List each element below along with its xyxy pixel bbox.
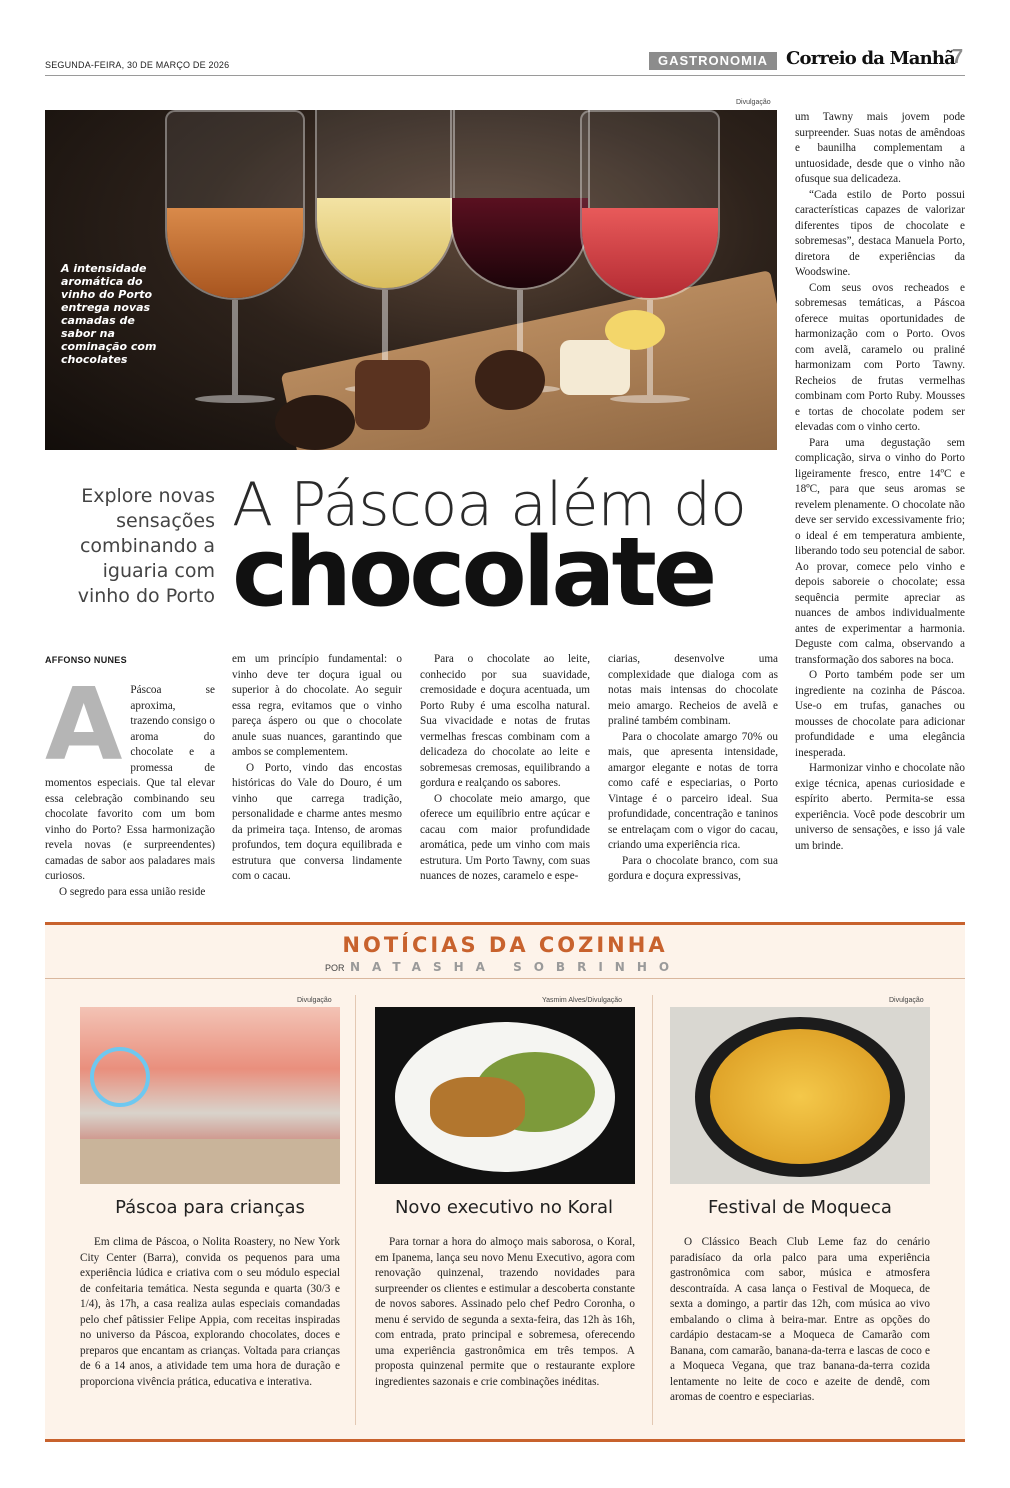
news-photo-kids-kitchen bbox=[80, 1007, 340, 1184]
news-item-title: Páscoa para crianças bbox=[115, 1197, 305, 1218]
news-box-divider bbox=[45, 978, 965, 979]
hero-caption: A intensidade aromática do vinho do Porto entrega novas camadas de sabor na cominação com chocolates bbox=[61, 262, 157, 366]
news-photo-dish bbox=[375, 1007, 635, 1184]
news-item-title: Festival de Moqueca bbox=[708, 1197, 892, 1218]
newspaper-logo: Correio da Manhã bbox=[786, 48, 956, 69]
news-box bbox=[45, 922, 965, 1442]
article-paragraph: “Cada estilo de Porto possui características capazes de valorizar diferentes tipos de chocolate e sobremesas”, destaca Manuela Porto, diretora de experiências da Woodswine. bbox=[795, 188, 965, 278]
headline-deck: Explore novas sensações combinando a iguaria com vinho do Porto bbox=[77, 485, 215, 607]
article-paragraph: O Porto também pode ser um ingrediente na cozinha de Páscoa. Use-o em trufas, ganaches ou mousses de chocolate para adicionar profundidade e uma elegância inesperada. bbox=[795, 669, 965, 759]
article-paragraph: Para o chocolate branco, com sua gordura e doçura expressivas, bbox=[608, 854, 778, 882]
article-paragraph: O segredo para essa união reside bbox=[59, 885, 206, 898]
article-paragraph: Com seus ovos recheados e sobremesas temáticas, a Páscoa oferece muitas oportunidades de harmonização com o Porto. Ovos com avelã, caramelo ou praliné harmonizam com Porto Tawny. Recheios de frutas vermelhas combinam com Porto Ruby. Mousses e tortas de chocolate podem ser elevadas com o vinho certo. bbox=[795, 281, 965, 433]
white-chocolate-bonbon bbox=[560, 340, 630, 395]
section-label: GASTRONOMIA bbox=[649, 52, 777, 70]
news-photo-credit: Divulgação bbox=[889, 997, 924, 1004]
chocolate-bonbon bbox=[275, 395, 355, 450]
white-chocolate-bonbon bbox=[605, 310, 665, 350]
article-paragraph: Harmonizar vinho e chocolate não exige técnica, apenas curiosidade e espírito aberto. Permita-se essa experiência. Você pode descobrir um universo de sensações, e isso já vale um brinde. bbox=[795, 762, 965, 852]
hero-photo-credit: Divulgação bbox=[736, 99, 771, 106]
news-photo-moqueca bbox=[670, 1007, 930, 1184]
page-date: SEGUNDA-FEIRA, 30 DE MARÇO DE 2026 bbox=[45, 60, 230, 70]
article-paragraph: um Tawny mais jovem pode surpreender. Suas notas de amêndoas e baunilha complementam a untuosidade, desde que o vinho não ofusque sua delicadeza. bbox=[795, 111, 965, 185]
article-paragraph: Para uma degustação sem complicação, sirva o vinho do Porto ligeiramente fresco, entre 14ºC e 18ºC, para que seus aromas se revelem plenamente. O chocolate não deve ser servido excessivamente frio; o ideal é em temperatura ambiente, liberando todo seu potencial de sabor. Ao provar, comece pelo vinho e depois saboreie o chocolate; essa sequência permite apreciar as nuances de ambos individualmente antes de experimentar a harmonia. Deguste com calma, observando a transformação dos sabores na boca. bbox=[795, 436, 965, 666]
dropcap: A bbox=[45, 666, 123, 783]
neon-sign bbox=[90, 1047, 150, 1107]
article-column-5 bbox=[795, 110, 965, 854]
article-paragraph: Para o chocolate amargo 70% ou mais, que apresenta intensidade, amargor elegante e notas de torra como café e especiarias, o Porto Vintage é o parceiro ideal. Sua profundidade, concentração e taninos se entrelaçam com o vigor do cacau, criando uma experiência rica. bbox=[608, 730, 778, 851]
moqueca-stew bbox=[710, 1029, 890, 1164]
hero-photo bbox=[45, 110, 777, 450]
wine-glass-tawny bbox=[165, 110, 305, 403]
news-item-paragraph: O Clássico Beach Club Leme faz do cenário paradisíaco da orla palco para uma experiência gastronômica com sabor, música e atmosfera descontraída. A casa lança o Festival de Moqueca, de sexta a domingo, a partir das 12h, com música ao vivo embalando o clima à beira-mar. Entre as opções do cardápio destacam-se a Moqueca de Camarão com Banana, com camarão, banana-da-terra e lascas de coco e a Moqueca Vegana, que traz banana-da-terra cozida lentamente no leite de coco e azeite de dendê, com aromas de coentro e especiarias. bbox=[670, 1236, 930, 1403]
article-column-2 bbox=[232, 652, 402, 885]
kitchen-counter bbox=[80, 1139, 340, 1184]
header-divider bbox=[45, 75, 965, 76]
byline: AFFONSO NUNES bbox=[45, 655, 127, 665]
news-item-title: Novo executivo no Koral bbox=[394, 1197, 614, 1218]
article-paragraph: O chocolate meio amargo, que oferece um equilíbrio entre açúcar e cacau com maior profundidade aromática, pede um vinho com mais estrutura. Um Porto Tawny, com suas nuances de nozes, caramelo e espe- bbox=[420, 792, 590, 882]
article-paragraph: ciarias, desenvolve uma complexidade que dialoga com as notas mais intensas do chocolate meio amargo. Recheios de avelã e praliné também combinam. bbox=[608, 653, 778, 727]
page-number: 7 bbox=[952, 46, 964, 68]
news-item-paragraph: Para tornar a hora do almoço mais saborosa, o Koral, em Ipanema, lança seu novo Menu Executivo, agora com renovação quinzenal, trazendo novidades para surpreender os clientes e estimular a descoberta constante de novos sabores. Assinado pelo chef Pedro Coronha, o menu é servido de segunda a sexta-feira, das 12h às 16h, com entrada, prato principal e sobremesa, oferecendo uma experiência gastronômica em três tempos. A proposta quinzenal permite que o restaurante explore ingredientes sazonais e crie combinações inéditas. bbox=[375, 1236, 635, 1388]
news-item-paragraph: Em clima de Páscoa, o Nolita Roastery, no New York City Center (Barra), convida os pequenos para uma experiência lúdica e criativa com o seu módulo especial de confeitaria temática. Nesta segunda e quarta (30/3 e 1/4), às 17h, a casa realiza aulas especiais comandadas pelo chef pâtissier Felipe Appia, com receitas inspiradas no universo da Páscoa, explorando chocolates, doces e preparos que encantam as crianças. Voltada para crianças de 6 a 14 anos, a atividade tem uma hora de duração e proporciona vivência prática, educativa e interativa. bbox=[80, 1236, 340, 1388]
article-paragraph: em um princípio fundamental: o vinho deve ter doçura igual ou superior à do chocolate. Ao seguir essa regra, evitamos que o vinho pareça áspero ou que o chocolate anule suas nuances, garantindo que ambos se complementem. bbox=[232, 653, 402, 758]
headline-line2: chocolate bbox=[232, 518, 714, 628]
article-column-4 bbox=[608, 652, 778, 885]
article-column-1 bbox=[45, 666, 215, 900]
news-item-text bbox=[670, 1235, 930, 1406]
article-paragraph: Para o chocolate ao leite, conhecido por sua suavidade, cremosidade e doçura acentuada, um Porto Ruby é uma escolha natural. Sua vivacidade e notas de frutas vermelhas frescas combinam com a delicadeza do chocolate ao leite e sobremesas cremosas, equilibrando a gordura e realçando os sabores. bbox=[420, 653, 590, 789]
article-paragraph: Páscoa se aproxima, trazendo consigo o aroma do chocolate e a promessa de momentos especiais. Que tal elevar essa celebração combinando seu chocolate favorito com um bom vinho do Porto? Essa harmonização revela novas (e surpreendentes) camadas de sabor aos paladares mais curiosos. bbox=[45, 684, 215, 882]
headline-line1: A Páscoa além do bbox=[232, 470, 746, 540]
news-photo-credit: Yasmim Alves/Divulgação bbox=[542, 997, 623, 1004]
wine-glass-white bbox=[315, 110, 455, 393]
breaded-fish bbox=[430, 1077, 525, 1137]
article-column-3 bbox=[420, 652, 590, 885]
chocolate-bonbon bbox=[355, 360, 430, 430]
news-item-text bbox=[80, 1235, 340, 1390]
article-paragraph: O Porto, vindo das encostas históricas do Vale do Douro, é um vinho que carrega tradição, personalidade e charme antes mesmo da primeira taça. Intenso, de aromas profundos, tem doçura equilibrada e estrutura que conversa lindamente com o cacau. bbox=[232, 761, 402, 882]
news-box-by: POR bbox=[325, 963, 345, 973]
news-item-text bbox=[375, 1235, 635, 1390]
chocolate-bonbon bbox=[475, 350, 545, 410]
news-box-author: NATASHA SOBRINHO bbox=[350, 960, 682, 974]
news-box-title: NOTÍCIAS DA COZINHA bbox=[342, 933, 668, 957]
news-photo-credit: Divulgação bbox=[297, 997, 332, 1004]
